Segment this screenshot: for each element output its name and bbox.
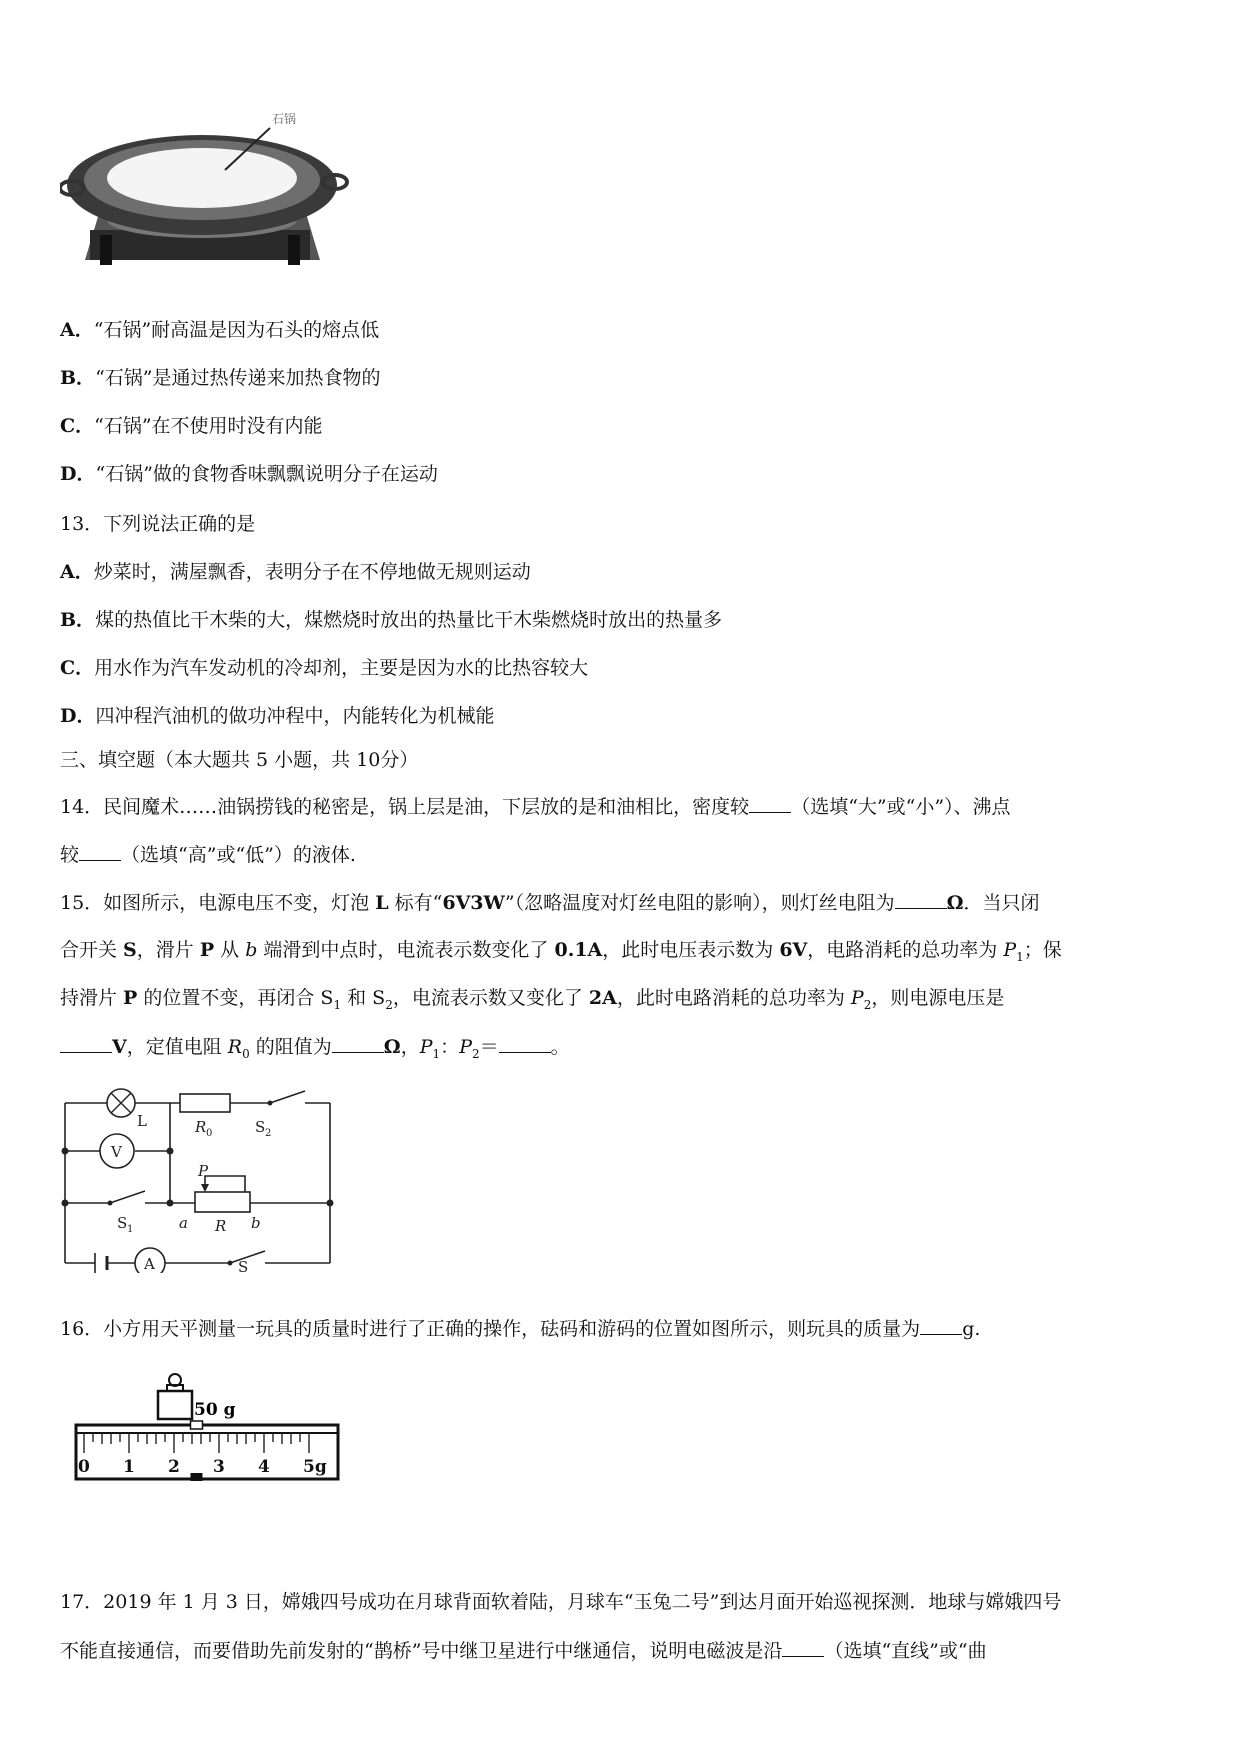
switch-symbol: S: [123, 939, 137, 961]
subscript: 1: [333, 997, 342, 1012]
option-letter: C．: [60, 657, 95, 679]
q15-text: 的位置不变，再闭合 S: [137, 987, 334, 1009]
label-s1: S: [117, 1214, 128, 1232]
q15-line-2: [60, 936, 1062, 971]
label-voltmeter: V: [111, 1143, 122, 1161]
option-letter: D．: [60, 705, 96, 727]
q15-line-4: [60, 1032, 570, 1068]
q14-text: 14．民间魔术……油锅捞钱的秘密是，锅上层是油，下层放的是和油相比，密度较: [60, 796, 750, 818]
q14-text: （选填“高”或“低”）的液体.: [121, 844, 356, 866]
lamp-rating: 6V3W: [442, 892, 505, 914]
option-text: “石锅”做的食物香味飘飘说明分子在运动: [95, 463, 438, 485]
option-letter: B．: [60, 609, 96, 631]
subscript: 2: [385, 997, 393, 1012]
option-letter: C．: [60, 415, 95, 437]
q16-line: [60, 1314, 980, 1343]
slider-symbol: P: [199, 939, 215, 961]
q13-stem: 13．下列说法正确的是: [60, 513, 256, 535]
pot-label: 石锅: [272, 112, 297, 126]
switch-s2-icon: [270, 1091, 305, 1103]
label-s2: S: [255, 1118, 266, 1136]
q15-text: 标有“: [388, 892, 443, 914]
q17-text: （选填“直线”或“曲: [824, 1640, 987, 1662]
q15-text: 和 S: [341, 987, 386, 1009]
label-s1-sub: 1: [127, 1224, 134, 1235]
unit-ohm: Ω: [946, 892, 964, 914]
q13-option-c: [60, 654, 588, 682]
voltage-reading: 6V: [779, 939, 808, 961]
q13-option-a: [60, 558, 531, 586]
scale-label: 2: [168, 1457, 180, 1477]
q13-option-b: [60, 606, 722, 634]
subscript: 0: [242, 1046, 250, 1061]
q14-line-1: [60, 792, 1011, 821]
rider-bottom[interactable]: [191, 1473, 203, 1481]
answer-blank[interactable]: [749, 792, 791, 813]
switch-s1-icon: [110, 1191, 145, 1203]
circuit-svg: [55, 1088, 345, 1273]
q15-line-3: [60, 984, 1004, 1019]
q17-line-2: [60, 1636, 987, 1665]
q15-text: ＝: [479, 1036, 499, 1058]
answer-blank[interactable]: [499, 1032, 551, 1053]
scale-label: 3: [213, 1457, 225, 1477]
q15-text: ，此时电压表示数为: [602, 939, 780, 961]
unit-ohm: Ω: [383, 1036, 401, 1058]
option-text: 炒菜时，满屋飘香，表明分子在不停地做无规则运动: [93, 561, 531, 583]
q16-text: g.: [962, 1318, 981, 1340]
answer-blank[interactable]: [60, 1032, 112, 1053]
power-p1: P: [419, 1036, 433, 1058]
q13-option-d: [60, 702, 495, 730]
option-letter: D．: [60, 463, 96, 485]
power-p2: P: [850, 987, 864, 1009]
q15-text: ”（忽略温度对灯丝电阻的影响），则灯丝电阻为: [504, 892, 895, 914]
scale-label: 1: [123, 1457, 135, 1477]
option-text: “石锅”是通过热传递来加热食物的: [95, 367, 381, 389]
option-text: 四冲程汽油机的做功冲程中，内能转化为机械能: [95, 705, 495, 727]
rheostat-icon: [195, 1192, 250, 1212]
label-s2-sub: 2: [265, 1128, 272, 1139]
label-ammeter: A: [144, 1255, 155, 1273]
q15-text: ，则电源电压是: [871, 987, 1005, 1009]
stone-pot-figure: [60, 110, 350, 280]
label-p: P: [198, 1162, 209, 1180]
answer-blank[interactable]: [332, 1032, 384, 1053]
subscript: 1: [1016, 949, 1024, 964]
q15-text: ，此时电路消耗的总功率为: [616, 987, 851, 1009]
label-lamp: L: [137, 1112, 147, 1130]
q15-text: ，: [400, 1036, 420, 1058]
q15-text: ，电流表示数又变化了: [392, 987, 589, 1009]
answer-blank[interactable]: [79, 840, 121, 861]
q12-option-b: [60, 364, 381, 392]
rider-top[interactable]: [191, 1421, 203, 1429]
label-a: a: [179, 1214, 188, 1232]
scale-label: 5g: [303, 1457, 327, 1477]
resistor-r0-icon: [180, 1094, 230, 1112]
option-text: “石锅”耐高温是因为石头的熔点低: [93, 319, 380, 341]
balance-figure: [70, 1368, 350, 1498]
weight-label: 50 g: [194, 1400, 236, 1420]
q17-line-1: 17．2019 年 1 月 3 日，嫦娥四号成功在月球背面软着陆，月球车“玉兔二号”到达月面开始巡视探测．地球与嫦娥四号: [60, 1591, 1062, 1613]
slider-symbol: P: [123, 987, 138, 1009]
q12-option-a: [60, 316, 379, 344]
answer-blank[interactable]: [920, 1314, 962, 1335]
q15-text: ．当只闭: [963, 892, 1040, 914]
option-letter: B．: [60, 367, 96, 389]
label-b: b: [251, 1214, 261, 1232]
option-text: “石锅”在不使用时没有内能: [94, 415, 323, 437]
answer-blank[interactable]: [782, 1636, 824, 1657]
label-r: R: [215, 1217, 227, 1235]
current-change: 0.1A: [554, 939, 603, 961]
balance-svg: [70, 1368, 350, 1498]
current-change: 2A: [588, 987, 617, 1009]
subscript: 2: [863, 997, 872, 1012]
subscript: 1: [432, 1046, 441, 1061]
label-s: S: [238, 1258, 249, 1273]
q15-text: 。: [550, 1036, 570, 1058]
terminal-b: b: [245, 939, 258, 961]
q15-line-1: [60, 888, 1040, 917]
option-text: 煤的热值比干木柴的大，煤燃烧时放出的热量比干木柴燃烧时放出的热量多: [95, 609, 723, 631]
option-letter: A．: [60, 319, 94, 341]
q15-text: ，电路消耗的总功率为: [807, 939, 1004, 961]
q17-text: 不能直接通信，而要借助先前发射的“鹊桥”号中继卫星进行中继通信，说明电磁波是沿: [60, 1640, 783, 1662]
section-heading: 三、填空题（本大题共 5 小题，共 10分）: [60, 749, 419, 771]
power-p1: P: [1003, 939, 1017, 961]
q15-text: ，定值电阻: [126, 1036, 228, 1058]
answer-blank[interactable]: [895, 888, 947, 909]
q16-text: 16．小方用天平测量一玩具的质量时进行了正确的操作，砝码和游码的位置如图所示，则玩具的质量为: [60, 1318, 921, 1340]
q15-text: ，滑片: [136, 939, 200, 961]
q14-line-2: [60, 840, 356, 869]
weight-icon: [158, 1374, 192, 1419]
q15-text: 的阻值为: [249, 1036, 332, 1058]
option-letter: A．: [60, 561, 94, 583]
q15-text: 端滑到中点时，电流表示数变化了: [257, 939, 555, 961]
stone-pot-illustration: [60, 110, 350, 280]
q14-text: （选填“大”或“小”）、沸点: [791, 796, 1011, 818]
q14-text: 较: [60, 844, 80, 866]
q15-text: 持滑片: [60, 987, 124, 1009]
circuit-diagram: [55, 1088, 345, 1273]
scale-label: 0: [78, 1457, 90, 1477]
resistor-r0: R: [227, 1036, 243, 1058]
q15-text: 从: [214, 939, 246, 961]
power-p2: P: [459, 1036, 472, 1058]
q15-text: 15．如图所示，电源电压不变，灯泡: [60, 892, 376, 914]
q15-text: 合开关: [60, 939, 124, 961]
subscript: 2: [471, 1046, 480, 1061]
q12-option-d: [60, 460, 438, 488]
lamp-symbol: L: [375, 892, 389, 914]
q15-text: ；保: [1023, 939, 1062, 961]
label-r0: R: [195, 1118, 207, 1136]
scale-label: 4: [258, 1457, 270, 1477]
unit-volt: V: [112, 1036, 127, 1058]
label-r0-sub: 0: [206, 1128, 213, 1139]
q15-text: ：: [440, 1036, 460, 1058]
option-text: 用水作为汽车发动机的冷却剂，主要是因为水的比热容较大: [94, 657, 589, 679]
q12-option-c: [60, 412, 323, 440]
